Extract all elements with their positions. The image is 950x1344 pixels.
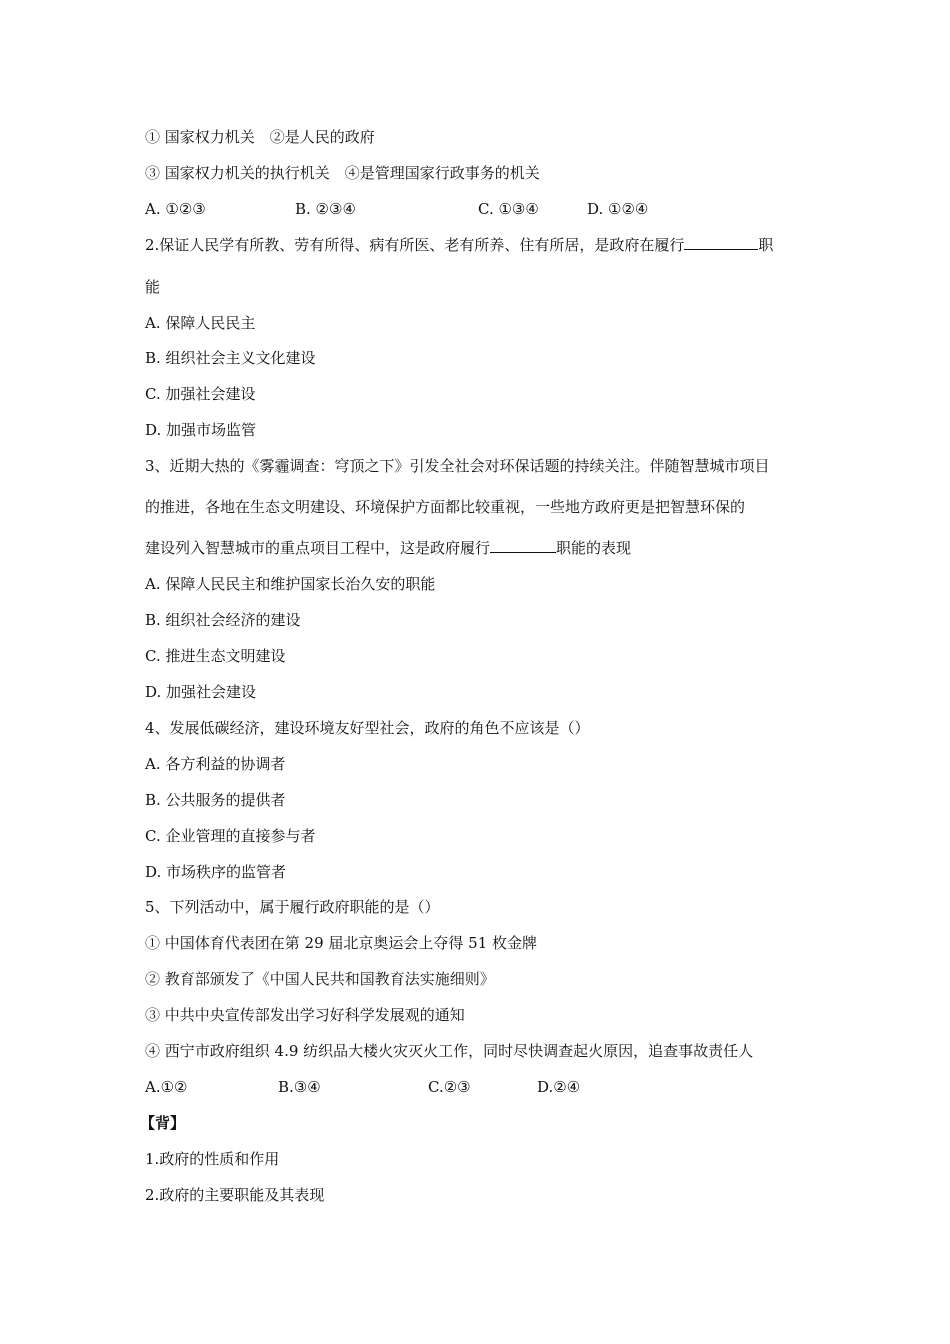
q3-answer-blank [490,538,556,553]
q1-options [145,199,805,219]
q1-statement-a: ① 国家权力机关 ②是人民的政府 [145,128,375,146]
q2-option-a: A. 保障人民民主 [145,314,256,332]
q5-option-d: D.②④ [537,1078,581,1096]
q2-stem-text: 2.保证人民学有所教、劳有所得、病有所医、老有所养、住有所居，是政府在履行 [145,236,685,254]
q3-stem-end: 职能的表现 [556,539,632,557]
q5-item-1: ① 中国体育代表团在第 29 届北京奥运会上夺得 51 枚金牌 [145,934,538,952]
q3-option-b: B. 组织社会经济的建设 [145,611,301,629]
q5-option-c: C.②③ [428,1078,471,1096]
q5-item-2: ② 教育部颁发了《中国人民共和国教育法实施细则》 [145,970,495,988]
q4-option-b: B. 公共服务的提供者 [145,791,286,809]
q5-option-b: B.③④ [278,1078,321,1096]
q1-option-a: A. ①②③ [145,200,206,218]
q3-option-d: D. 加强社会建设 [145,683,257,701]
q1-option-b: B. ②③④ [295,200,356,218]
q4-option-a: A. 各方利益的协调者 [145,755,286,773]
q2-stem-end: 职 [758,236,774,254]
q5-item-4: ④ 西宁市政府组织 4.9 纺织品大楼火灾灭火工作，同时尽快调查起火原因，追查事故责任人 [145,1042,754,1060]
q2-stem-wrap: 能 [145,278,161,296]
q1-option-c: C. ①③④ [478,200,539,218]
q2-option-d: D. 加强市场监管 [145,421,257,439]
q5-item-3: ③ 中共中央宣传部发出学习好科学发展观的通知 [145,1006,465,1024]
q3-option-a: A. 保障人民民主和维护国家长治久安的职能 [145,575,436,593]
q2-answer-blank [684,235,758,250]
review-item-1: 1.政府的性质和作用 [145,1150,280,1168]
review-item-2: 2.政府的主要职能及其表现 [145,1186,325,1204]
q4-option-d: D. 市场秩序的监管者 [145,863,287,881]
q1-option-d: D. ①②④ [587,200,649,218]
q5-options [145,1077,805,1097]
review-heading: 【背】 [140,1114,186,1132]
q3-stem-line1: 3、近期大热的《雾霾调查：穹顶之下》引发全社会对环保话题的持续关注。伴随智慧城市项目 [145,457,770,475]
q2-stem [145,235,773,255]
q4-option-c: C. 企业管理的直接参与者 [145,827,316,845]
q5-option-a: A.①② [145,1078,188,1096]
q3-stem-line2: 的推进，各地在生态文明建设、环境保护方面都比较重视，一些地方政府更是把智慧环保的 [145,498,746,516]
q1-statement-b: ③ 国家权力机关的执行机关 ④是管理国家行政事务的机关 [145,164,540,182]
q3-option-c: C. 推进生态文明建设 [145,647,286,665]
q2-option-c: C. 加强社会建设 [145,385,256,403]
q5-stem: 5、下列活动中，属于履行政府职能的是（） [145,898,440,916]
q3-stem-line3 [145,538,631,558]
q3-stem-text: 建设列入智慧城市的重点项目工程中，这是政府履行 [145,539,491,557]
q2-option-b: B. 组织社会主义文化建设 [145,349,316,367]
q4-stem: 4、发展低碳经济，建设环境友好型社会，政府的角色不应该是（） [145,719,590,737]
